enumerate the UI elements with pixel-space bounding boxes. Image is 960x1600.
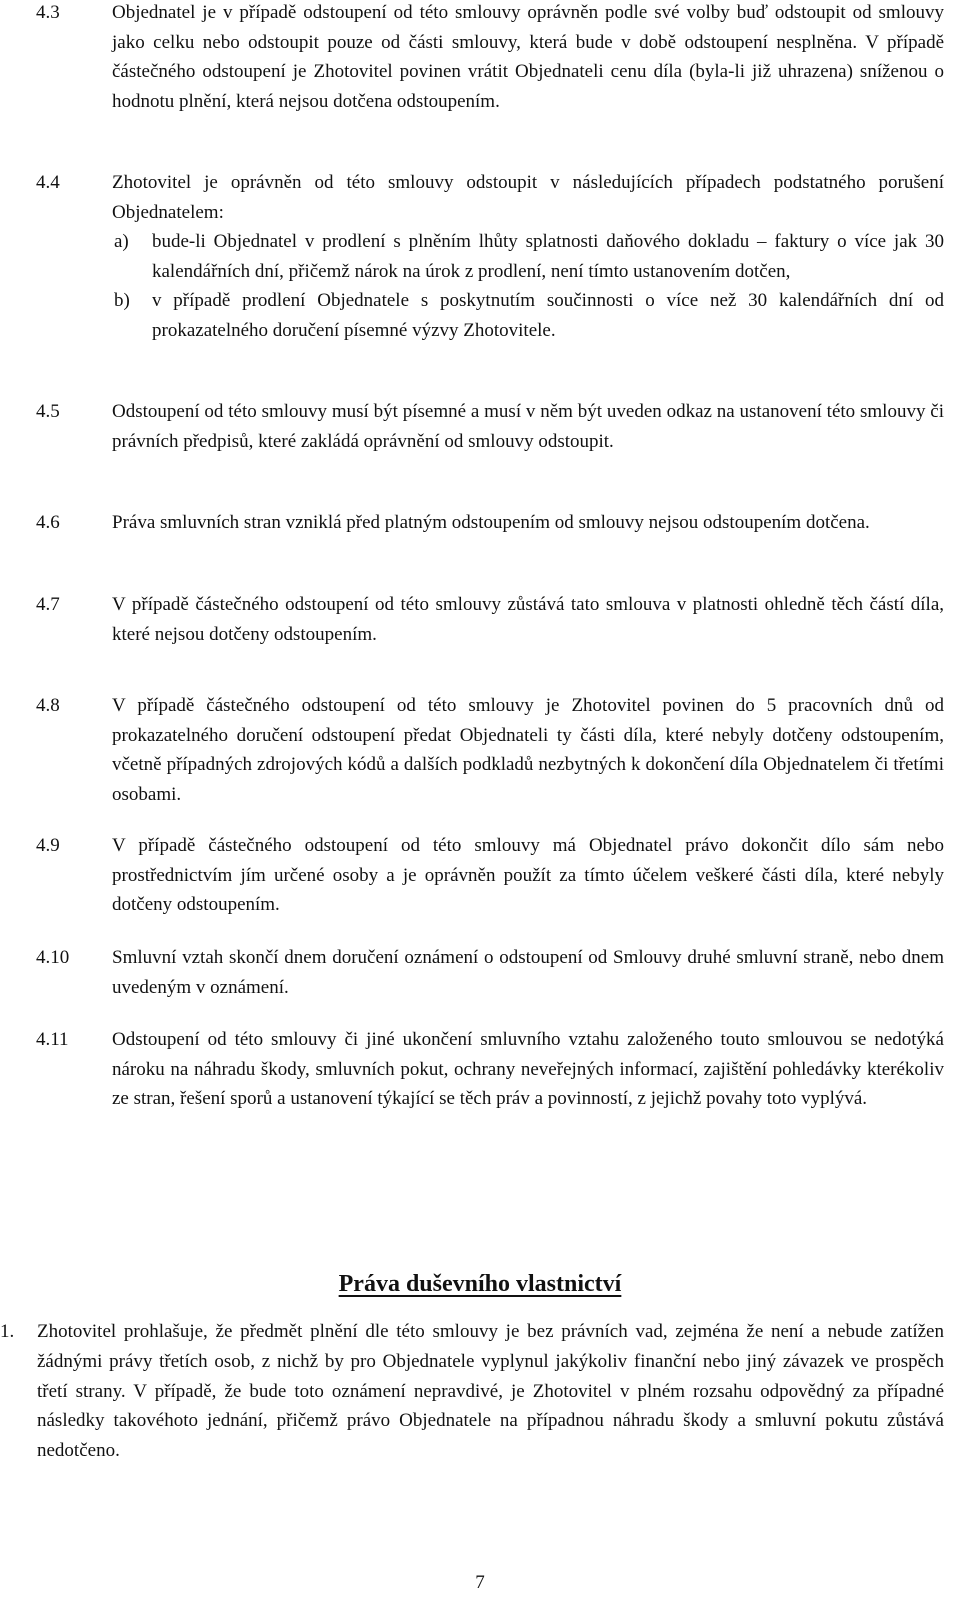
clause-text: Odstoupení od této smlouvy musí být písemné a musí v něm být uveden odkaz na ustanovení této smlouvy či právních předpisů, které zakládá oprávnění od smlouvy odstoupit. (112, 401, 944, 452)
subitem-label: b) (114, 290, 130, 311)
clause-text: V případě částečného odstoupení od této smlouvy zůstává tato smlouva v platnosti ohledně těch částí díla, které nejsou dotčeny odstoupením. (112, 594, 944, 645)
clause-number: 4.5 (36, 401, 60, 422)
subitem-text: v případě prodlení Objednatele s poskytnutím součinnosti o více než 30 kalendářních dní od prokazatelného doručení písemné výzvy Zhotovitele. (152, 290, 944, 341)
clause-text: Objednatel je v případě odstoupení od této smlouvy oprávněn podle své volby buď odstoupit od smlouvy jako celku nebo odstoupit pouze od části smlouvy, která bude v době odstoupení nesplněna. V případě částečného odstoupení je Zhotovitel povinen vrátit Objednateli cenu díla (byla-li již uhrazena) sníženou o hodnotu plnění, která nejsou dotčena odstoupením. (112, 2, 944, 112)
clause-4-9 (36, 831, 944, 920)
clause-4-8 (36, 691, 944, 809)
clause-4-10 (36, 943, 944, 1002)
clause-number: 4.8 (36, 695, 60, 716)
clause-4-6 (36, 508, 944, 538)
clause-number: 4.11 (36, 1029, 69, 1050)
clause-text: V případě částečného odstoupení od této smlouvy má Objednatel právo dokončit dílo sám nebo prostřednictvím jím určené osoby a je oprávněn použít za tímto účelem veškeré části díla, které nebyly dotčeny odstoupením. (112, 835, 944, 915)
item-text: Zhotovitel prohlašuje, že předmět plnění dle této smlouvy je bez právních vad, zejména že není a nebude zatížen žádnými právy třetích osob, z nichž by pro Objednatele vyplynul jakýkoliv finanční nebo jiný závazek ve prospěch třetí strany. V případě, že bude toto oznámení nepravdivé, je Zhotovitel v plném rozsahu odpovědný za případné následky takovéhoto jednání, přičemž právo Objednatele na případnou náhradu škody a smluvní pokutu zůstává nedotčeno. (37, 1321, 944, 1462)
clause-number: 4.10 (36, 947, 70, 968)
page-number: 7 (475, 1572, 485, 1593)
clause-text: Práva smluvních stran vzniklá před platným odstoupením od smlouvy nejsou odstoupením dotčena. (112, 512, 870, 533)
clause-number: 4.7 (36, 594, 60, 615)
clause-text: Odstoupení od této smlouvy či jiné ukončení smluvního vztahu založeného touto smlouvou se nedotýká nároku na náhradu škody, smluvních pokut, ochrany neveřejných informací, zajištění pohledávky kterékoliv ze stran, řešení sporů a ustanovení týkající se těch práv a povinností, z jejichž povahy toto vyplývá. (112, 1029, 944, 1109)
clause-number: 4.3 (36, 2, 60, 23)
clause-4-3 (36, 0, 944, 116)
item-number: 1. (0, 1321, 15, 1342)
clause-number: 4.6 (36, 512, 60, 533)
clause-4-11 (36, 1025, 944, 1114)
section-heading: Práva duševního vlastnictví (338, 1271, 622, 1297)
clause-4-5 (36, 397, 944, 456)
clause-text: Smluvní vztah skončí dnem doručení oznámení o odstoupení od Smlouvy druhé smluvní straně, nebo dnem uvedeným v oznámení. (112, 947, 944, 998)
clause-number: 4.9 (36, 835, 60, 856)
clause-text: V případě částečného odstoupení od této smlouvy je Zhotovitel povinen do 5 pracovních dnů od prokazatelného doručení odstoupení předat Objednateli ty části díla, které nebyly dotčeny odstoupením, včetně případných zdrojových kódů a dalších podkladů nezbytných k dokončení díla Objednatelem či třetími osobami. (112, 695, 944, 805)
clause-subitem-a (114, 227, 944, 286)
subitem-text: bude-li Objednatel v prodlení s plněním lhůty splatnosti daňového dokladu – faktury o více jak 30 kalendářních dní, přičemž nárok na úrok z prodlení, není tímto ustanovením dotčen, (152, 231, 944, 282)
subitem-label: a) (114, 231, 129, 252)
clause-number: 4.4 (36, 172, 60, 193)
section-item-1 (0, 1317, 944, 1466)
clause-4-7 (36, 590, 944, 649)
clause-text: Zhotovitel je oprávněn od této smlouvy odstoupit v následujících případech podstatného porušení Objednatelem: (112, 172, 944, 223)
clause-subitem-b (114, 286, 944, 345)
clause-4-4 (36, 168, 944, 345)
